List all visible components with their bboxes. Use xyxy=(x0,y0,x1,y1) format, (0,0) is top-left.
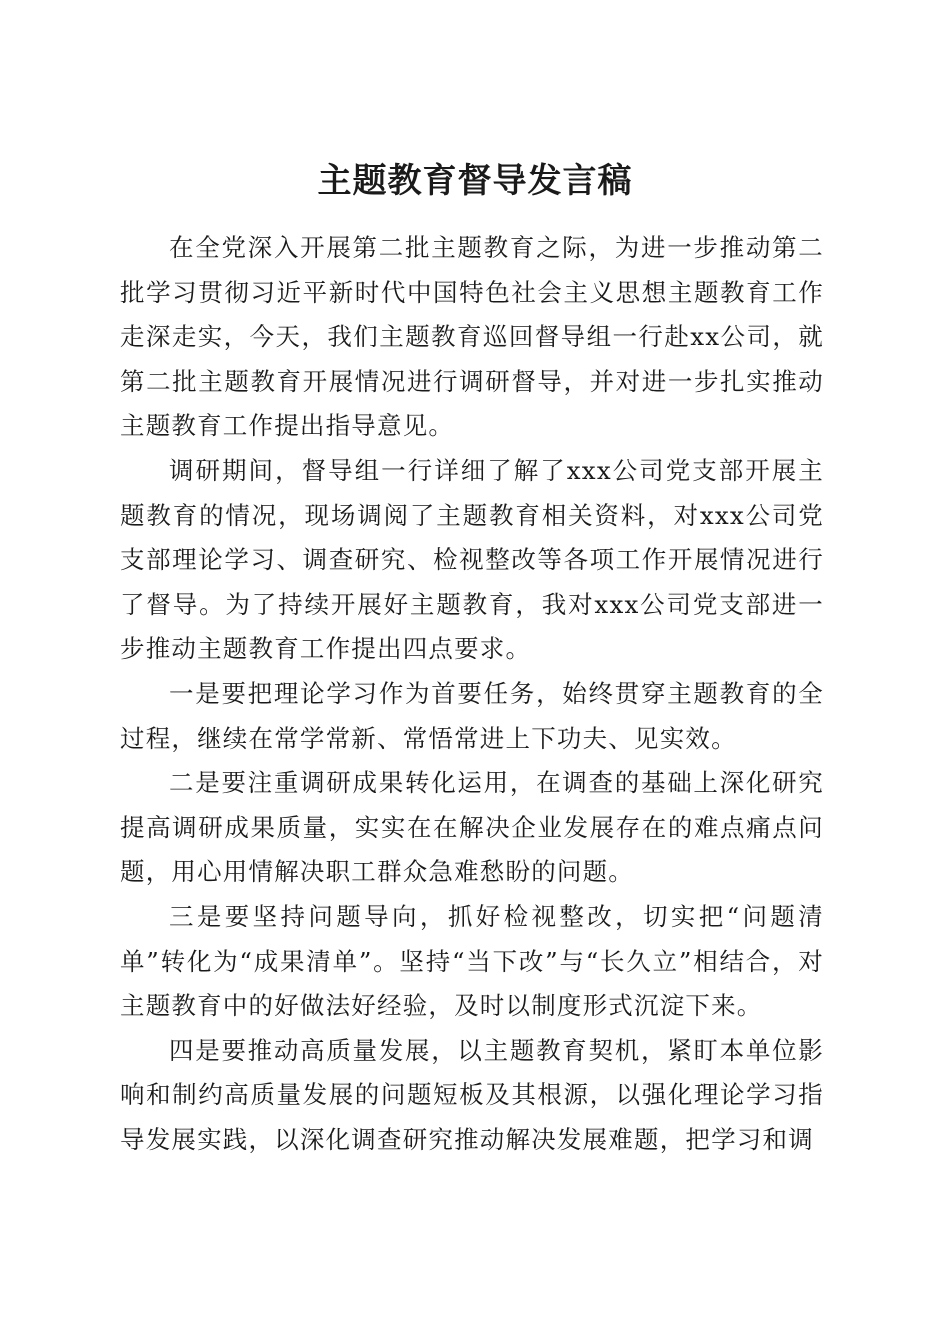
document-body xyxy=(120,226,824,1162)
document-title: 主题教育督导发言稿 xyxy=(317,160,633,201)
paragraph-requirement-3: 三是要坚持问题导向，抓好检视整改，切实把“问题清单”转化为“成果清单”。坚持“当下改”与“长久立”相结合，对主题教育中的好做法好经验，及时以制度形式沉淀下来。 xyxy=(120,901,824,1021)
paragraph-requirement-4: 四是要推动高质量发展，以主题教育契机，紧盯本单位影响和制约高质量发展的问题短板及其根源，以强化理论学习指导发展实践，以深化调查研究推动解决发展难题，把学习和调 xyxy=(120,1035,824,1154)
paragraph-investigation: 调研期间，督导组一行详细了解了xxx公司党支部开展主题教育的情况，现场调阅了主题教育相关资料，对xxx公司党支部理论学习、调查研究、检视整改等各项工作开展情况进行了督导。为了持续开展好主题教育，我对xxx公司党支部进一步推动主题教育工作提出四点要求。 xyxy=(120,455,824,664)
paragraph-intro: 在全党深入开展第二批主题教育之际，为进一步推动第二批学习贯彻习近平新时代中国特色社会主义思想主题教育工作走深走实，今天，我们主题教育巡回督导组一行赴xx公司，就第二批主题教育开展情况进行调研督导，并对进一步扎实推动主题教育工作提出指导意见。 xyxy=(120,233,824,441)
paragraph-requirement-2: 二是要注重调研成果转化运用，在调查的基础上深化研究提高调研成果质量，实实在在解决企业发展存在的难点痛点问题，用心用情解决职工群众急难愁盼的问题。 xyxy=(120,768,824,887)
paragraph-requirement-1: 一是要把理论学习作为首要任务，始终贯穿主题教育的全过程，继续在常学常新、常悟常进上下功夫、见实效。 xyxy=(120,678,824,753)
